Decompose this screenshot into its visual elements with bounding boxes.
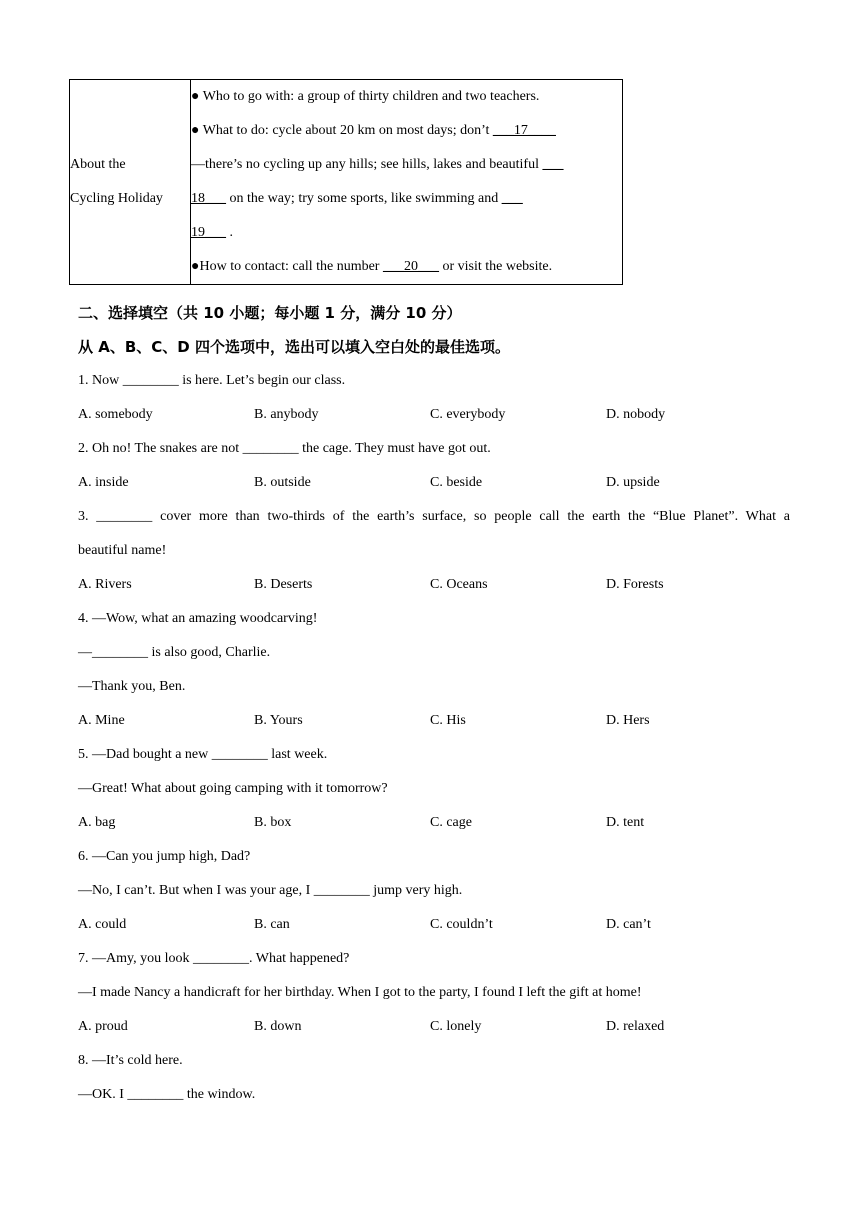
bullet-who: ● Who to go with: a group of thirty children and two teachers. [191,89,540,104]
question-text: 2. Oh no! The snakes are not ________ the cage. They must have got out. [78,441,491,456]
question-text: 6. —Can you jump high, Dad? [78,849,251,864]
blank-20: ___20___ [382,259,439,274]
blank-18-pre: ___ [542,157,564,172]
question-2 [78,432,790,500]
option-row [78,398,790,432]
table-label-line-2: Cycling Holiday [70,191,163,206]
option-a[interactable]: A. Rivers [78,577,132,592]
question-text: 1. Now ________ is here. Let’s begin our class. [78,373,346,388]
option-b[interactable]: B. anybody [254,407,319,422]
bullet-icon: ● [191,123,200,138]
question-text: —Great! What about going camping with it tomorrow? [78,781,388,796]
question-text: —OK. I ________ the window. [78,1087,256,1102]
bullet-contact: ●How to contact: call the number ___20___ or visit the website. [191,259,553,274]
question-text: —________ is also good, Charlie. [78,645,271,660]
bullet-what-line-2: —there’s no cycling up any hills; see hills, lakes and beautiful ___ [191,157,564,172]
blank-19-pre: ___ [501,191,523,206]
option-b[interactable]: B. can [254,917,290,932]
question-4 [78,602,790,738]
option-row [78,704,790,738]
blank-17: ___17____ [492,123,556,138]
option-d[interactable]: D. can’t [606,917,651,932]
option-d[interactable]: D. Hers [606,713,650,728]
option-b[interactable]: B. Deserts [254,577,313,592]
question-text: 7. —Amy, you look ________. What happened? [78,951,350,966]
table-label-cell [70,80,191,285]
option-d[interactable]: D. relaxed [606,1019,665,1034]
option-c[interactable]: C. everybody [430,407,506,422]
blank-19: 19___ [191,225,226,240]
option-d[interactable]: D. Forests [606,577,664,592]
bullet-what: ● What to do: cycle about 20 km on most days; don’t ___17____ [191,123,556,138]
bullet-what-line-4: 19___ . [191,225,233,240]
option-a[interactable]: A. inside [78,475,129,490]
question-text: 3. ________ cover more than two-thirds of the earth’s surface, so people call the earth the “Blue Planet”. What a [78,509,790,524]
option-a[interactable]: A. proud [78,1019,128,1034]
option-c[interactable]: C. His [430,713,466,728]
option-d[interactable]: D. upside [606,475,660,490]
option-a[interactable]: A. somebody [78,407,153,422]
question-3 [78,500,790,602]
option-row [78,1010,790,1044]
table-label-line-1: About the [70,157,126,172]
question-8 [78,1044,790,1112]
section-instruction: 从 A、B、C、D 四个选项中，选出可以填入空白处的最佳选项。 [78,338,510,356]
bullet-icon: ● [191,89,200,104]
question-text: 8. —It’s cold here. [78,1053,183,1068]
option-a[interactable]: A. bag [78,815,116,830]
bullet-what-line-3: 18___ on the way; try some sports, like swimming and ___ [191,191,523,206]
question-text: 4. —Wow, what an amazing woodcarving! [78,611,318,626]
multiple-choice-section [78,296,790,1112]
question-list [78,364,790,1112]
question-text: —Thank you, Ben. [78,679,186,694]
option-c[interactable]: C. cage [430,815,472,830]
option-c[interactable]: C. lonely [430,1019,482,1034]
option-c[interactable]: C. Oceans [430,577,488,592]
question-7 [78,942,790,1044]
question-text: —I made Nancy a handicraft for her birthday. When I got to the party, I found I left the gift at home! [78,985,642,1000]
option-c[interactable]: C. couldn’t [430,917,493,932]
option-b[interactable]: B. outside [254,475,311,490]
question-6 [78,840,790,942]
table-content-cell [191,80,623,285]
option-a[interactable]: A. Mine [78,713,125,728]
option-row [78,806,790,840]
question-5 [78,738,790,840]
option-b[interactable]: B. Yours [254,713,303,728]
option-row [78,466,790,500]
question-text: beautiful name! [78,543,167,558]
question-text: 5. —Dad bought a new ________ last week. [78,747,328,762]
option-c[interactable]: C. beside [430,475,483,490]
question-1 [78,364,790,432]
option-d[interactable]: D. tent [606,815,645,830]
option-b[interactable]: B. box [254,815,292,830]
option-row [78,908,790,942]
section-heading: 二、选择填空（共 10 小题；每小题 1 分，满分 10 分） [78,304,462,322]
cycling-holiday-table [69,79,623,285]
question-text: —No, I can’t. But when I was your age, I ________ jump very high. [78,883,463,898]
option-d[interactable]: D. nobody [606,407,666,422]
blank-18: 18___ [191,191,226,206]
bullet-icon: ● [191,259,200,274]
option-a[interactable]: A. could [78,917,127,932]
option-b[interactable]: B. down [254,1019,302,1034]
option-row [78,568,790,602]
